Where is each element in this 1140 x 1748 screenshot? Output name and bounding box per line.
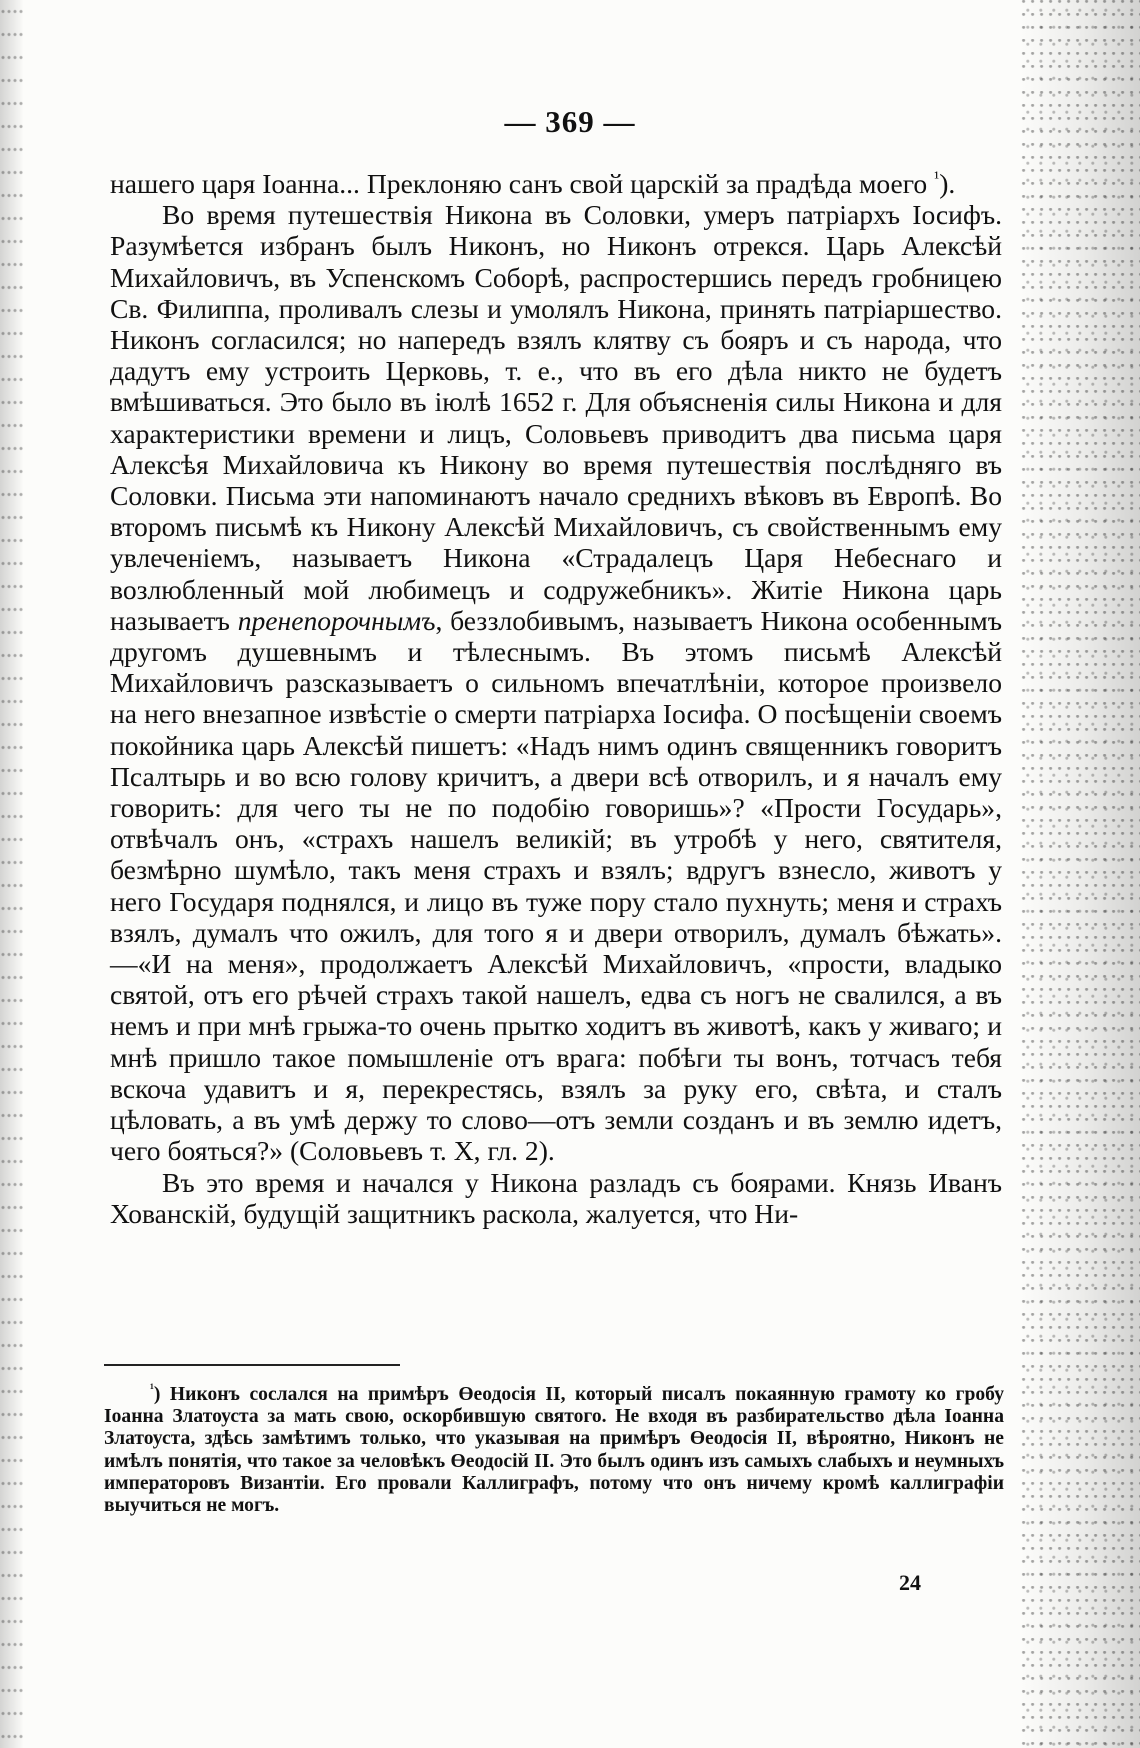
sheet-signature: 24 — [899, 1570, 921, 1595]
page-number: — 369 — — [504, 104, 636, 139]
footnote — [104, 1380, 1004, 1517]
paragraph-2 — [110, 199, 1002, 1166]
paragraph-3 — [110, 1167, 1002, 1229]
footnote-text: Никонъ сослался на примѣръ Өеодосія II, который писалъ покаянную грамоту ко гробу Іоанна Златоуста за мать свою, оскорбившую святого. Не входя въ разбирательство дѣла Іоанна Златоуста, здѣсь замѣтимъ только, что указывая на примѣръ Өеодосія II, вѣроятно, Никонъ не имѣлъ понятія, что такое за человѣкъ Өеодосій II. Это былъ одинъ изъ самыхъ слабыхъ и неумныхъ императоровъ Византіи. Его провали Каллиграфъ, потому что онъ ничему кромѣ каллиграфіи выучиться не могъ. — [104, 1384, 1004, 1517]
page-right-edge — [1020, 0, 1140, 1748]
body-text — [110, 168, 1002, 1229]
paragraph-1 — [110, 168, 1002, 199]
paragraph-1-tail: ). — [939, 168, 956, 199]
paragraph-1-text: нашего царя Іоанна... Преклоняю санъ свой царскій за прадѣда моего — [110, 168, 935, 199]
footnote-divider — [104, 1364, 400, 1366]
paragraph-2-text-a: Во время путешествія Никона въ Соловки, умеръ патріархъ Іосифъ. Разумѣется избранъ былъ Никонъ, но Никонъ отрекся. Царь Алексѣй Михайловичъ, въ Успенскомъ Соборѣ, распростершись передъ гробницею Св. Филиппа, проливалъ слезы и умолялъ Никона, принять патріаршество. Никонъ согласился; но напередъ взялъ клятву съ бояръ и съ народа, что дадутъ ему устроить Церковь, т. е., что въ его дѣла никто не будетъ вмѣшиваться. Это было въ іюлѣ 1652 г. Для объясненія силы Никона и для характеристики времени и лицъ, Соловьевъ приводитъ два письма царя Алексѣя Михайловича къ Никону во время путешествія послѣдняго въ Соловки. Письма эти напоминаютъ начало среднихъ вѣковъ въ Европѣ. Во второмъ письмѣ къ Никону Алексѣй Михайловичъ, съ свойственнымъ ему увлеченіемъ, называетъ Никона «Страдалецъ Царя Небеснаго и возлюбленный мой любимецъ и содружебникъ». Житіе Никона царь называетъ — [110, 199, 1002, 636]
paragraph-3-text: Въ это время и начался у Никона разладъ съ боярами. Князь Иванъ Хованскій, будущій защитникъ раскола, жалуется, что Ни- — [110, 1166, 1002, 1229]
footnote-mark: ¹ — [150, 1380, 154, 1396]
paragraph-2-italic: пренепорочнымъ — [237, 604, 436, 636]
paragraph-2-text-b: , беззлобивымъ, называетъ Никона особеннымъ другомъ душевнымъ и тѣлеснымъ. Въ этомъ письмѣ Алексѣй Михайловичъ разсказываетъ о сильномъ впечатлѣніи, которое произвело на него внезапное извѣстіе о смерти патріарха Іосифа. О посѣщеніи своемъ покойника царь Алексѣй пишетъ: «Надъ нимъ одинъ священникъ говоритъ Псалтырь и во всю голову кричитъ, а двери всѣ отворилъ, и я началъ ему говорить: для чего ты не по подобію говоришь»? «Прости Государь», отвѣчалъ онъ, «страхъ нашелъ великій; въ утробѣ у него, святителя, безмѣрно шумѣло, такъ меня страхъ и взялъ; вдругъ взнесло, животъ у него Государя поднялся, и лицо въ туже пору стало пухнуть; меня и страхъ взялъ, думалъ что ожилъ, для того я и двери отворилъ, думалъ бѣжать».—«И на меня», продолжаетъ Алексѣй Михайловичъ, «прости, владыко святой, отъ его рѣчей страхъ такой нашелъ, едва съ ногъ не свалился, а въ немъ и при мнѣ грыжа-то очень прытко ходитъ въ животѣ, какъ у живаго; и мнѣ пришло такое помышленіе отъ врага: побѣги ты вонъ, тотчасъ тебя вскоча удавитъ и я, перекрестясь, взялъ за руку его, свѣта, и сталъ цѣловать, а въ умѣ держу то слово—отъ земли созданъ и въ землю идетъ, чего бояться?» (Соловьевъ т. X, гл. 2). — [110, 604, 1003, 1167]
page-header — [0, 104, 1140, 140]
footnote-mark-tail: ) — [153, 1384, 161, 1405]
footnote-reference: ¹ — [934, 167, 940, 187]
page-left-edge — [0, 0, 24, 1748]
